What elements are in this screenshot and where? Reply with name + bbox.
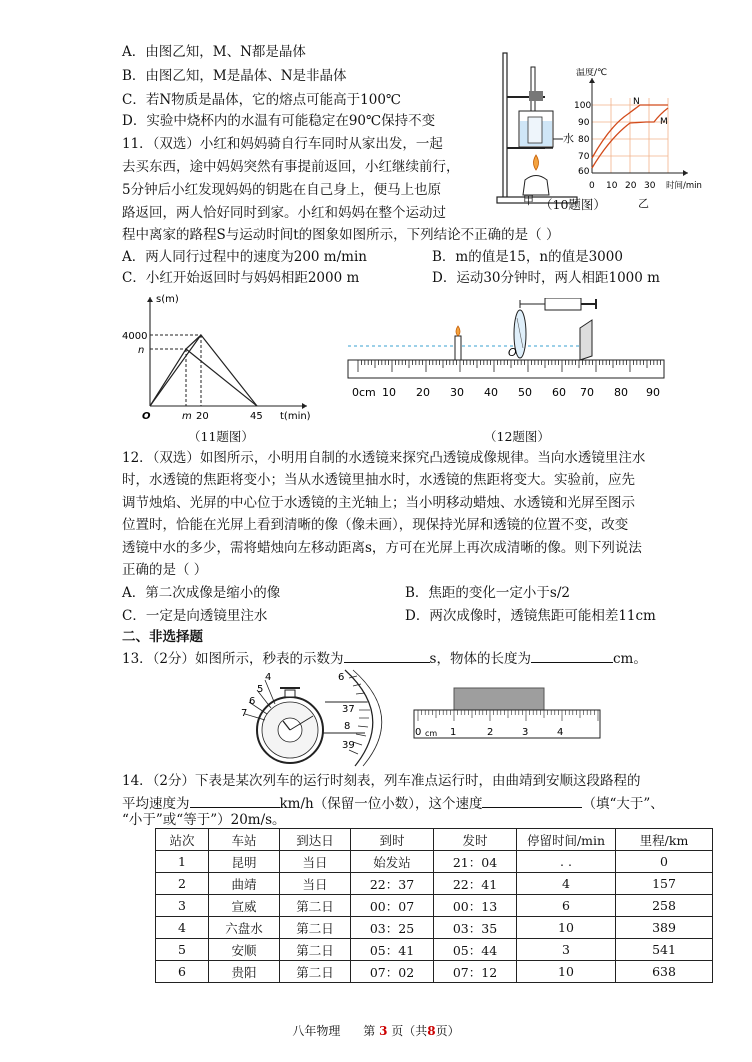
q10-temperature-chart (570, 68, 720, 194)
xtick-20: 20 (196, 411, 209, 422)
q12-line-5: 透镜中水的多少，需将蜡烛向左移动距离s，方可在光屏上再次成清晰的像。则下列说法 (122, 540, 642, 556)
table-row (156, 851, 713, 873)
origin-label: O (142, 411, 151, 422)
q10-option-b: B．由图乙知，M是晶体、N是非晶体 (122, 68, 347, 84)
cell-day: 第二日 (280, 895, 351, 917)
scale-8: 8 (344, 721, 351, 732)
q13-text-post: cm。 (612, 651, 647, 667)
bench-tick-80: 80 (614, 386, 628, 399)
cell-arrive: 始发站 (351, 851, 434, 873)
bench-tick-10: 10 (382, 386, 396, 399)
cell-distance: 258 (616, 895, 713, 917)
q11-st-graph (122, 292, 322, 422)
xtick-m: m (182, 411, 192, 422)
q13-text-mid: s，物体的长度为 (429, 651, 531, 667)
ytick-4000: 4000 (122, 331, 148, 342)
measured-object (454, 688, 544, 710)
q14-line-3: “小于”或“等于”）20m/s。 (122, 812, 286, 828)
bench-tick-40: 40 (484, 386, 498, 399)
q12-line-4: 位置时，恰能在光屏上看到清晰的像（像未画），现保持光屏和透镜的位置不变，改变 (122, 517, 629, 533)
q13-ruler-figure (412, 684, 602, 744)
footer-page-pre: 第 (363, 1024, 376, 1038)
q12-option-a: A．第二次成像是缩小的像 (122, 585, 281, 601)
fig-jia-label: 甲 (523, 194, 534, 207)
q13-blank-length[interactable] (531, 648, 613, 663)
ytick-60: 60 (578, 167, 590, 177)
ytick-90: 90 (578, 118, 590, 128)
ruler-tick-3: 3 (522, 727, 529, 738)
cell-depart: 00：13 (434, 895, 517, 917)
cell-depart: 21：04 (434, 851, 517, 873)
cell-distance: 638 (616, 961, 713, 983)
page-footer (0, 1022, 752, 1039)
ruler-tick-1: 1 (450, 727, 457, 738)
q11-line-5: 程中离家的路程S与运动时间t的图象如图所示，下列结论不正确的是（ ） (122, 227, 560, 243)
q14-blank-speed[interactable] (190, 793, 280, 808)
q12-line-2: 时，水透镜的焦距将变小；当从水透镜里抽水时，水透镜的焦距将变大。实验前，应先 (122, 472, 635, 488)
dial-6: 6 (249, 696, 256, 707)
flame (534, 155, 539, 170)
cell-stop: 3 (517, 939, 616, 961)
scale-6: 6 (338, 672, 345, 683)
y-axis-label: s(m) (156, 294, 179, 305)
clamp (529, 91, 543, 101)
scale-39: 39 (342, 740, 355, 751)
candle-flame (456, 326, 460, 336)
cell-depart: 05：44 (434, 939, 517, 961)
label-m: M (660, 117, 668, 127)
table-row (156, 895, 713, 917)
footer-page-mid: 页（共 (391, 1024, 428, 1038)
cell-station: 六盘水 (209, 917, 280, 939)
bench-tick-20: 20 (416, 386, 430, 399)
q11-line-1: 11．（双选）小红和妈妈骑自行车同时从家出发，一起 (122, 136, 443, 152)
bench-tick-70: 70 (580, 386, 594, 399)
q11-option-a: A．两人同行过程中的速度为200 m/min (122, 249, 367, 265)
cell-distance: 541 (616, 939, 713, 961)
q11-line-3: 5分钟后小红发现妈妈的钥匙在自己身上，便马上也原 (122, 182, 442, 198)
cell-arrive: 03：25 (351, 917, 434, 939)
dial-5: 5 (257, 684, 264, 695)
q14-line-2-post: （填“大于”、 (582, 796, 664, 812)
bench-tick-50: 50 (518, 386, 532, 399)
candle (455, 336, 461, 360)
ruler (414, 710, 600, 738)
stand-rod (503, 53, 507, 201)
cell-no: 6 (156, 961, 209, 983)
train-timetable (155, 828, 713, 983)
q14-line-1: 14．（2分）下表是某次列车的运行时刻表，列车准点运行时，由曲靖到安顺这段路程的 (122, 773, 641, 789)
xtick-45: 45 (250, 411, 263, 422)
q12-optical-bench (340, 298, 670, 408)
q10-option-d: D．实验中烧杯内的水温有可能稳定在90℃保持不变 (122, 113, 436, 129)
bench-tick-0: 0cm (352, 386, 376, 399)
ruler-unit: cm (425, 729, 438, 738)
q12-option-c: C．一定是向透镜里注水 (122, 608, 268, 624)
cell-no: 2 (156, 873, 209, 895)
cell-station: 昆明 (209, 851, 280, 873)
lens-label: O (508, 346, 517, 359)
q12-line-3: 调节烛焰、光屏的中心位于水透镜的主光轴上；当小明移动蜡烛、水透镜和光屏至图示 (122, 495, 635, 511)
table-header-row (156, 829, 713, 851)
xtick-10: 10 (606, 181, 618, 191)
cell-arrive: 00：07 (351, 895, 434, 917)
cell-day: 第二日 (280, 917, 351, 939)
test-tube (528, 117, 542, 143)
q14-line-2-pre: 平均速度为 (122, 796, 190, 812)
q14-blank-compare[interactable] (482, 793, 582, 808)
bench-tick-30: 30 (450, 386, 464, 399)
cell-depart: 03：35 (434, 917, 517, 939)
bench-tick-60: 60 (552, 386, 566, 399)
q12-option-b: B．焦距的变化一定小于s/2 (405, 585, 570, 601)
table-row (156, 873, 713, 895)
section-2-heading: 二、非选择题 (122, 629, 203, 645)
cell-arrive: 22：37 (351, 873, 434, 895)
line-mom (150, 335, 257, 406)
ytick-n: n (138, 345, 145, 356)
table-row (156, 917, 713, 939)
y-axis-label: 温度/℃ (576, 68, 608, 78)
scale-37: 37 (342, 704, 355, 715)
q11-line-4: 路返回，两人恰好同时到家。小红和妈妈在整个运动过 (122, 205, 446, 221)
cell-stop: 10 (517, 961, 616, 983)
x-axis-label: 时间/min (666, 181, 702, 191)
q12-option-d: D．两次成像时，透镜焦距可能相差11cm (405, 608, 656, 624)
cell-arrive: 07：02 (351, 961, 434, 983)
q13-text-pre: 13．（2分）如图所示，秒表的示数为 (122, 651, 344, 667)
cell-stop: 10 (517, 917, 616, 939)
q10-option-a: A．由图乙知，M、N都是晶体 (122, 44, 306, 60)
cell-day: 第二日 (280, 939, 351, 961)
header-station-no: 站次 (156, 829, 209, 851)
cell-distance: 389 (616, 917, 713, 939)
q10-option-c: C．若N物质是晶体，它的熔点可能高于100℃ (122, 92, 402, 108)
cell-no: 5 (156, 939, 209, 961)
ytick-70: 70 (578, 152, 590, 162)
header-station: 车站 (209, 829, 280, 851)
header-distance: 里程/km (616, 829, 713, 851)
q11-option-b: B．m的值是15，n的值是3000 (432, 249, 623, 265)
light-screen (580, 320, 592, 360)
xtick-20: 20 (625, 181, 637, 191)
cell-depart: 22：41 (434, 873, 517, 895)
q11-caption: （11题图） (188, 429, 254, 444)
cell-day: 当日 (280, 873, 351, 895)
header-arrive-time: 到时 (351, 829, 434, 851)
cell-station: 贵阳 (209, 961, 280, 983)
label-n: N (633, 97, 640, 107)
cell-stop: 4 (517, 873, 616, 895)
q12-line-1: 12．（双选）如图所示，小明用自制的水透镜来探究凸透镜成像规律。当向水透镜里注水 (122, 450, 646, 466)
line-daughter (186, 349, 257, 406)
cell-station: 安顺 (209, 939, 280, 961)
crown (285, 690, 295, 697)
q14-line-2-mid: km/h（保留一位小数），这个速度 (279, 796, 483, 812)
cell-stop: 6 (517, 895, 616, 917)
x-axis-label: t(min) (280, 411, 311, 422)
ruler-tick-0: 0 (415, 727, 422, 738)
syringe (545, 298, 581, 310)
dial-4: 4 (265, 672, 272, 683)
cell-no: 1 (156, 851, 209, 873)
footer-subject: 八年物理 (292, 1024, 341, 1038)
header-stop-time: 停留时间/min (517, 829, 616, 851)
q11-option-c: C．小红开始返回时与妈妈相距2000 m (122, 270, 360, 286)
cell-no: 4 (156, 917, 209, 939)
dial-7: 7 (241, 708, 248, 719)
xtick-0: 0 (589, 181, 595, 191)
cell-depart: 07：12 (434, 961, 517, 983)
footer-page-post: 页） (435, 1024, 460, 1038)
cell-no: 3 (156, 895, 209, 917)
cell-day: 第二日 (280, 961, 351, 983)
q13-stopwatch (225, 668, 395, 768)
ruler-tick-4: 4 (557, 727, 564, 738)
footer-total-pages: 8 (427, 1024, 436, 1038)
q12-line-6: 正确的是（ ） (122, 562, 208, 578)
table-row (156, 961, 713, 983)
footer-page-number: 3 (379, 1024, 388, 1038)
water-label: 水 (563, 132, 574, 145)
q10-caption: （10题图） (540, 197, 606, 212)
ytick-100: 100 (574, 101, 592, 111)
xtick-30: 30 (644, 181, 656, 191)
q11-option-d: D．运动30分钟时，两人相距1000 m (432, 270, 660, 286)
cell-arrive: 05：41 (351, 939, 434, 961)
ytick-80: 80 (578, 135, 590, 145)
q13-blank-time[interactable] (344, 648, 430, 663)
cell-station: 宣威 (209, 895, 280, 917)
cell-station: 曲靖 (209, 873, 280, 895)
ruler-tick-2: 2 (487, 727, 494, 738)
q11-line-2: 去买东西，途中妈妈突然有事提前返回，小红继续前行， (122, 159, 460, 175)
table-row (156, 939, 713, 961)
cell-stop: . . (517, 851, 616, 873)
q13-question (122, 648, 647, 669)
bench-tick-90: 90 (646, 386, 660, 399)
q12-caption: （12题图） (484, 429, 550, 444)
cell-day: 当日 (280, 851, 351, 873)
cell-distance: 157 (616, 873, 713, 895)
header-depart-time: 发时 (434, 829, 517, 851)
header-arrival-day: 到达日 (280, 829, 351, 851)
fig-yi-label: 乙 (638, 197, 649, 210)
cell-distance: 0 (616, 851, 713, 873)
